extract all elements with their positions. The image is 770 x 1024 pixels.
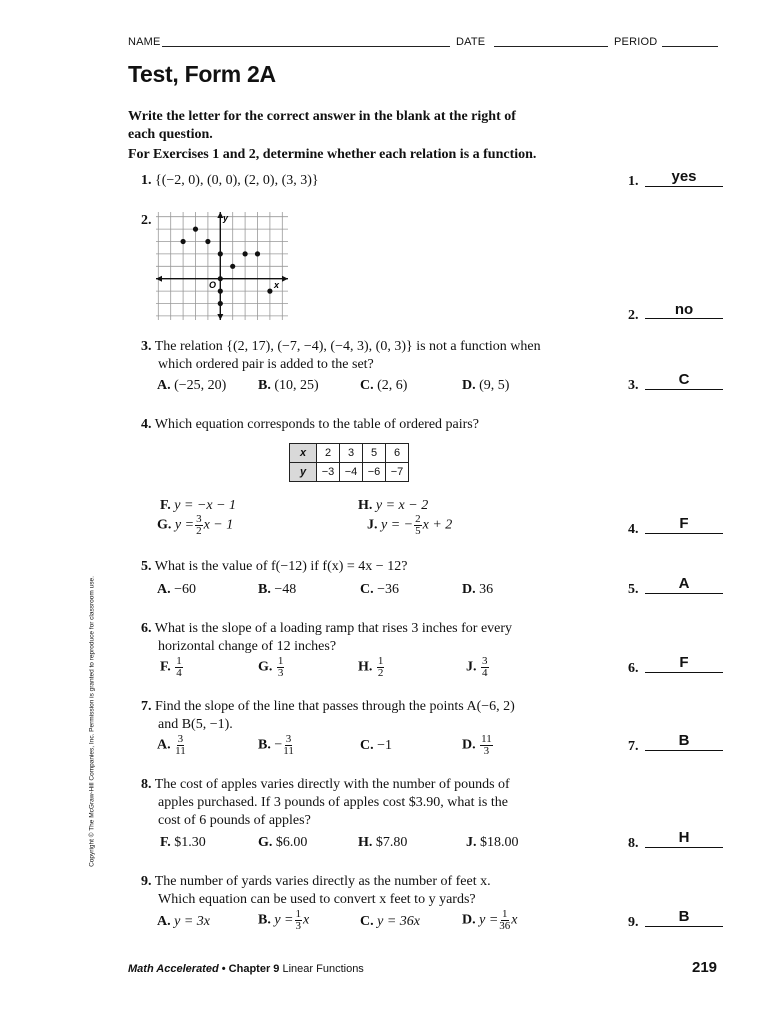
answer-line-5 (645, 593, 723, 594)
graph-point (255, 251, 260, 256)
x-axis-label: x (274, 280, 280, 290)
q4-option-f[interactable]: F. y = −x − 1 (160, 498, 237, 513)
q5-option-b[interactable]: B. −48 (258, 582, 297, 597)
answer-number-3: 3. (628, 378, 639, 393)
answer-6[interactable]: F (679, 654, 689, 671)
instructions-line2: each question. (128, 127, 213, 142)
answer-number-9: 9. (628, 915, 639, 930)
graph-point (267, 289, 272, 294)
q6-option-g[interactable]: G. $\frac{1}{3}$ (258, 655, 284, 679)
question-8: 8. The cost of apples varies directly with the number of pounds of apples purchased. If 3 pounds of apples cost $3.90, what is the cost of 6 pounds of apples? (141, 777, 510, 828)
name-blank[interactable] (162, 46, 450, 47)
q9-option-b[interactable]: B. y = $\frac{1}{3}$ x (258, 908, 310, 932)
name-label: NAME (128, 36, 161, 48)
table-row-x: x 2 3 5 6 (290, 444, 409, 463)
graph-point (193, 227, 198, 232)
question-7: 7. Find the slope of the line that passes through the points A(−6, 2) and B(5, −1). (141, 699, 515, 732)
answer-line-7 (645, 750, 723, 751)
q3-option-c[interactable]: C. (2, 6) (360, 378, 408, 393)
answer-4[interactable]: F (679, 515, 689, 532)
q6-option-h[interactable]: H. $\frac{1}{2}$ (358, 655, 384, 679)
q5-option-a[interactable]: A. −60 (157, 582, 197, 597)
graph-point (205, 239, 210, 244)
answer-8[interactable]: H (678, 829, 690, 846)
question-1: 1. {(−2, 0), (0, 0), (2, 0), (3, 3)} (141, 173, 319, 188)
q7-option-c[interactable]: C. −1 (360, 738, 393, 753)
page-number: 219 (692, 959, 718, 976)
q3-option-b[interactable]: B. (10, 25) (258, 378, 319, 393)
q3-option-a[interactable]: A. (−25, 20) (157, 378, 227, 393)
x-axis-arrow (282, 276, 288, 282)
q4-option-j[interactable]: J. y = − $\frac{2}{5}$ x + 2 (367, 513, 453, 537)
answer-line-9 (645, 926, 723, 927)
question-9: 9. The number of yards varies directly as the number of feet x. Which equation can be used to convert x feet to y yards? (141, 874, 491, 907)
date-label: DATE (456, 36, 486, 48)
answer-line-2 (645, 318, 723, 319)
coordinate-graph (156, 212, 288, 320)
answer-9[interactable]: B (678, 908, 690, 925)
graph-point (218, 251, 223, 256)
q3-option-d[interactable]: D. (9, 5) (462, 378, 510, 393)
ordered-pairs-table (289, 443, 409, 482)
answer-number-5: 5. (628, 582, 639, 597)
question-4: 4. Which equation corresponds to the table of ordered pairs? (141, 417, 479, 432)
answer-line-4 (645, 533, 723, 534)
graph-point (218, 289, 223, 294)
page-title: Test, Form 2A (128, 61, 276, 87)
instructions-line1: Write the letter for the correct answer in the blank at the right of (128, 109, 516, 124)
graph-point (181, 239, 186, 244)
answer-number-8: 8. (628, 836, 639, 851)
q8-option-f[interactable]: F. $1.30 (160, 835, 206, 850)
answer-number-7: 7. (628, 739, 639, 754)
q8-option-h[interactable]: H. $7.80 (358, 835, 408, 850)
question-2: 2. (141, 213, 152, 228)
date-blank[interactable] (494, 46, 608, 47)
y-axis-arrow-bottom (217, 314, 223, 320)
q7-option-b[interactable]: B. − $\frac{3}{11}$ (258, 733, 294, 757)
answer-2[interactable]: no (674, 301, 694, 318)
graph-point (218, 276, 223, 281)
graph-point (230, 264, 235, 269)
answer-line-1 (645, 186, 723, 187)
period-label: PERIOD (614, 36, 658, 48)
q8-option-j[interactable]: J. $18.00 (466, 835, 519, 850)
answer-line-6 (645, 672, 723, 673)
answer-number-6: 6. (628, 661, 639, 676)
q9-option-a[interactable]: A. y = 3x (157, 914, 210, 929)
origin-label: O (209, 280, 217, 290)
question-5: 5. What is the value of f(−12) if f(x) = 4x − 12? (141, 559, 408, 574)
q8-option-g[interactable]: G. $6.00 (258, 835, 308, 850)
q9-option-d[interactable]: D. y = $\frac{1}{36}$ x (462, 908, 518, 932)
q9-option-c[interactable]: C. y = 36x (360, 914, 420, 929)
answer-number-1: 1. (628, 174, 639, 189)
q7-option-d[interactable]: D. $\frac{11}{3}$ (462, 733, 492, 757)
answer-line-8 (645, 847, 723, 848)
answer-line-3 (645, 389, 723, 390)
y-axis-label: y (223, 213, 229, 223)
period-blank[interactable] (662, 46, 718, 47)
answer-number-2: 2. (628, 308, 639, 323)
q6-option-j[interactable]: J. $\frac{3}{4}$ (466, 655, 488, 679)
question-3: 3. The relation {(2, 17), (−7, −4), (−4, 3), (0, 3)} is not a function when which ordered pair is added to the set? (141, 339, 541, 372)
answer-1[interactable]: yes (671, 168, 697, 185)
q4-option-g[interactable]: G. y = $\frac{3}{2}$ x − 1 (157, 513, 234, 537)
copyright-notice: Copyright © The McGraw-Hill Companies, Inc. Permission is granted to reproduce for classroom use. (88, 576, 96, 867)
graph-point (243, 251, 248, 256)
question-6: 6. What is the slope of a loading ramp that rises 3 inches for every horizontal change of 12 inches? (141, 621, 513, 654)
q6-option-f[interactable]: F. $\frac{1}{4}$ (160, 655, 182, 679)
q4-option-h[interactable]: H. y = x − 2 (358, 498, 429, 513)
graph-point (218, 301, 223, 306)
q7-option-a[interactable]: A. $\frac{3}{11}$ (157, 733, 186, 757)
footer-chapter: Math Accelerated • Chapter 9 Linear Functions (128, 963, 364, 975)
answer-5[interactable]: A (678, 575, 690, 592)
x-axis-arrow-left (156, 276, 162, 282)
answer-number-4: 4. (628, 522, 639, 537)
q5-option-c[interactable]: C. −36 (360, 582, 400, 597)
table-row-y: y −3 −4 −6 −7 (290, 463, 409, 482)
q5-option-d[interactable]: D. 36 (462, 582, 494, 597)
answer-7[interactable]: B (678, 732, 690, 749)
answer-3[interactable]: C (678, 371, 690, 388)
instructions-line3: For Exercises 1 and 2, determine whether each relation is a function. (128, 147, 537, 162)
